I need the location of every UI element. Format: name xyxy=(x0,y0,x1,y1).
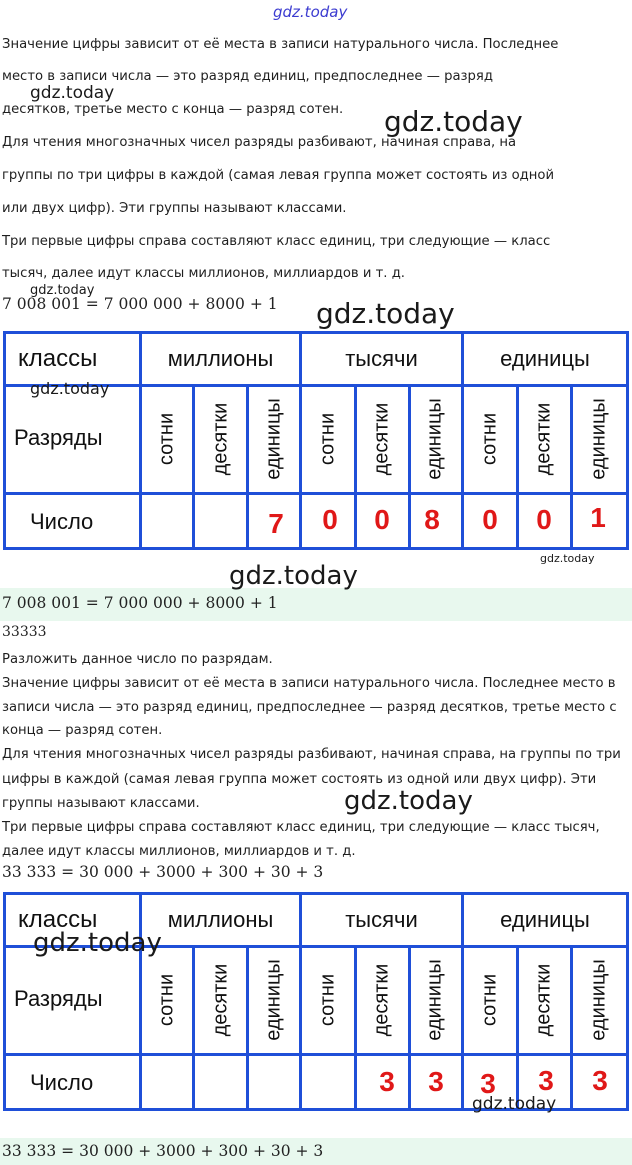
expansion-1: 7 008 001 = 7 000 000 + 8000 + 1 xyxy=(2,295,278,313)
rank-label: сотни xyxy=(316,973,339,1027)
watermark: gdz.today xyxy=(472,1094,557,1114)
digit-cell: 0 xyxy=(482,504,498,535)
class-millions: миллионы xyxy=(167,346,274,371)
rank-label: десятки xyxy=(532,402,555,476)
task2-line: записи числа — это разряд единиц, предпоследнее — разряд десятков, третье место с xyxy=(2,700,617,715)
watermark: gdz.today xyxy=(384,105,523,138)
intro-line: место в записи числа — это разряд единиц, предпоследнее — разряд xyxy=(2,69,493,84)
class-millions: миллионы xyxy=(167,907,274,932)
intro-line: Значение цифры зависит от её места в записи натурального числа. Последнее xyxy=(2,37,559,52)
rank-label: сотни xyxy=(155,412,178,466)
task-number: 33333 xyxy=(2,624,47,640)
rank-label: сотни xyxy=(478,412,501,466)
task2-line: Для чтения многозначных чисел разряды разбивают, начиная справа, на группы по три xyxy=(2,747,621,762)
task-instruction: Разложить данное число по разрядам. xyxy=(2,652,273,667)
watermark: gdz.today xyxy=(229,561,358,591)
digit-cell: 1 xyxy=(590,502,606,533)
digit-cell: 0 xyxy=(374,504,390,535)
class-thousands: тысячи xyxy=(345,346,418,371)
task2-line: группы называют классами. xyxy=(2,796,200,811)
watermark-top: gdz.today xyxy=(273,3,348,21)
intro-line: группы по три цифры в каждой (самая левая группа может состоять из одной xyxy=(2,168,555,183)
rank-label: единицы xyxy=(587,398,610,480)
digit-cell: 8 xyxy=(424,504,440,535)
rank-label: десятки xyxy=(209,402,232,476)
rank-label: единицы xyxy=(587,959,610,1041)
expansion-2: 33 333 = 30 000 + 3000 + 300 + 30 + 3 xyxy=(2,863,324,881)
class-units: единицы xyxy=(500,346,590,371)
rank-label: сотни xyxy=(316,412,339,466)
intro-line: тысяч, далее идут классы миллионов, миллиардов и т. д. xyxy=(2,266,405,281)
answer-1: 7 008 001 = 7 000 000 + 8000 + 1 xyxy=(2,594,278,612)
place-value-table-1 xyxy=(0,331,632,553)
watermark: gdz.today xyxy=(30,83,115,103)
digit-cell: 7 xyxy=(268,508,284,539)
task2-line: конца — разряд сотен. xyxy=(2,723,163,738)
rank-label: единицы xyxy=(423,398,446,480)
task2-line: Три первые цифры справа составляют класс единиц, три следующие — класс тысяч, xyxy=(2,820,600,835)
digit-cell: 0 xyxy=(322,504,338,535)
watermark: gdz.today xyxy=(540,552,595,565)
digit-cell: 3 xyxy=(428,1066,444,1097)
class-units: единицы xyxy=(500,907,590,932)
digit-cell: 3 xyxy=(592,1065,608,1096)
rank-label: единицы xyxy=(262,398,285,480)
number-label: Число xyxy=(30,509,94,534)
classes-label: классы xyxy=(18,906,98,933)
rank-label: единицы xyxy=(423,959,446,1041)
watermark: gdz.today xyxy=(344,786,473,816)
rank-label: сотни xyxy=(155,973,178,1027)
answer-2: 33 333 = 30 000 + 3000 + 300 + 30 + 3 xyxy=(2,1142,324,1160)
task2-line: цифры в каждой (самая левая группа может состоять из одной или двух цифр). Эти xyxy=(2,772,597,787)
task2-line: Значение цифры зависит от её места в записи натурального числа. Последнее место в xyxy=(2,676,616,691)
digit-cell: 3 xyxy=(480,1068,496,1099)
rank-label: десятки xyxy=(209,963,232,1037)
rank-label: десятки xyxy=(532,963,555,1037)
place-value-table-2 xyxy=(0,892,632,1114)
task2-line: далее идут классы миллионов, миллиардов и т. д. xyxy=(2,844,356,859)
digit-cell: 3 xyxy=(379,1066,395,1097)
rank-label: единицы xyxy=(262,959,285,1041)
intro-line: десятков, третье место с конца — разряд сотен. xyxy=(2,102,344,117)
digit-cell: 0 xyxy=(536,504,552,535)
watermark: gdz.today xyxy=(316,297,455,330)
rank-label: десятки xyxy=(370,963,393,1037)
class-thousands: тысячи xyxy=(345,907,418,932)
rank-label: сотни xyxy=(478,973,501,1027)
watermark: gdz.today xyxy=(33,928,162,958)
intro-line: Для чтения многозначных чисел разряды разбивают, начиная справа, на xyxy=(2,135,517,150)
number-label: Число xyxy=(30,1070,94,1095)
digit-cell: 3 xyxy=(538,1065,554,1096)
classes-label: классы xyxy=(18,345,98,372)
intro-line: Три первые цифры справа составляют класс единиц, три следующие — класс xyxy=(2,234,551,249)
watermark: gdz.today xyxy=(30,283,95,298)
ranks-label: Разряды xyxy=(14,425,103,450)
intro-line: или двух цифр). Эти группы называют классами. xyxy=(2,201,347,216)
watermark: gdz.today xyxy=(30,379,110,398)
ranks-label: Разряды xyxy=(14,986,103,1011)
rank-label: десятки xyxy=(370,402,393,476)
